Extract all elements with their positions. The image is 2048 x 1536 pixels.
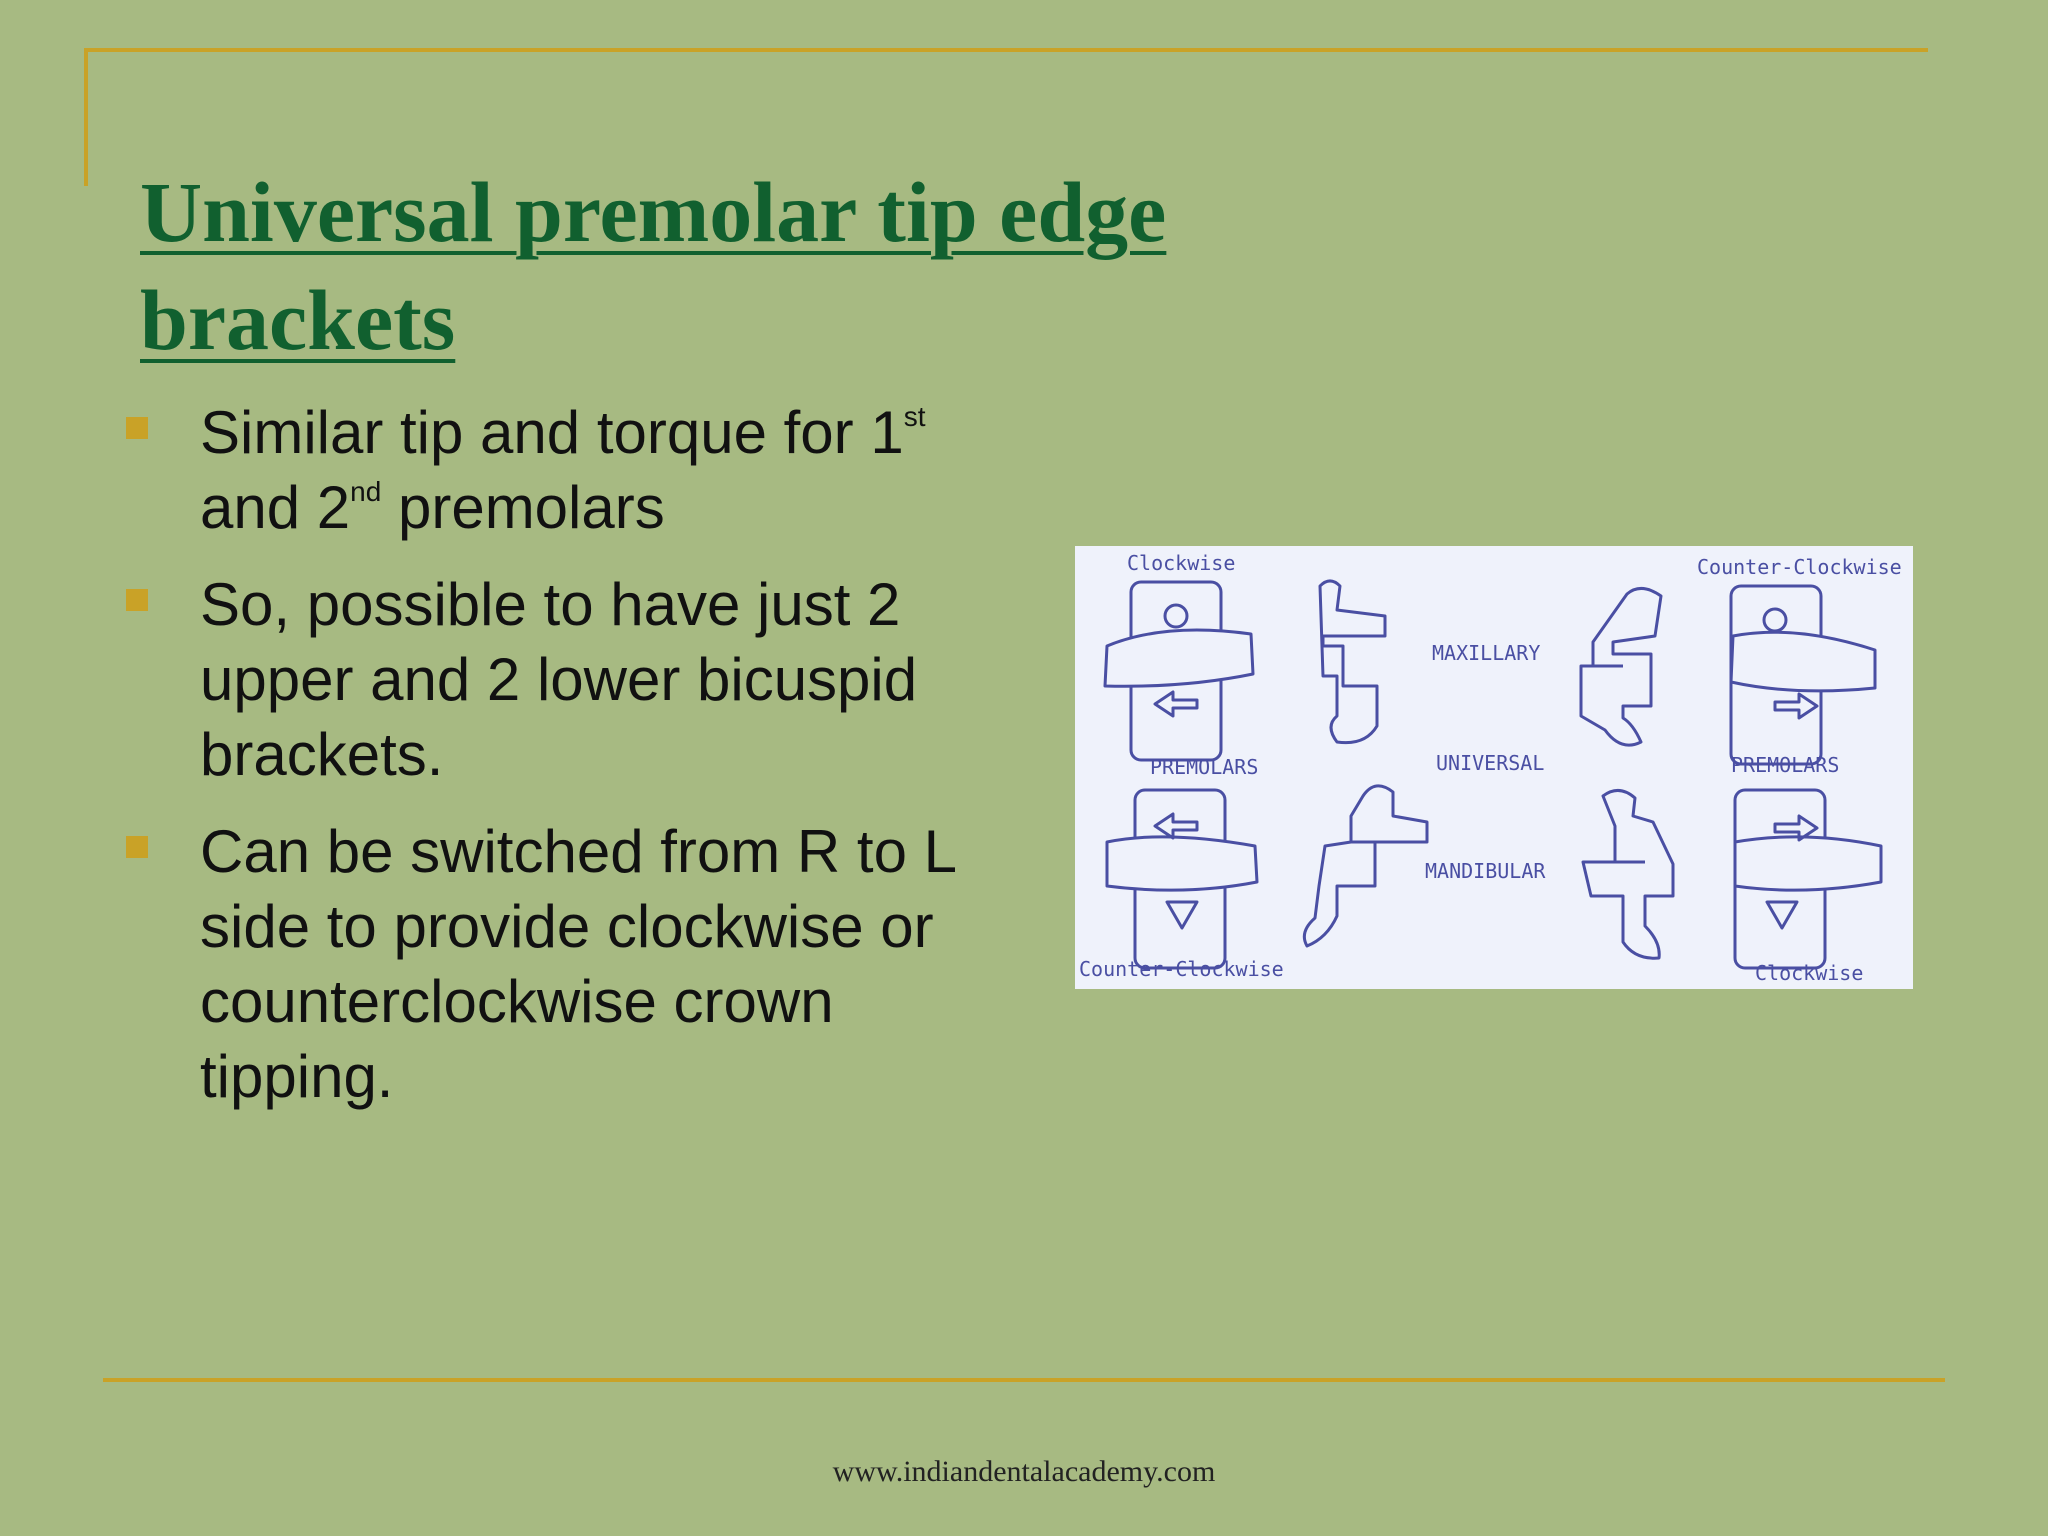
left-divider: [84, 48, 88, 186]
bracket-mandibular-left: [1107, 790, 1257, 968]
label-premolars-right: PREMOLARS: [1731, 753, 1840, 777]
bullet-text-part: premolars: [381, 474, 665, 541]
bottom-divider: [103, 1378, 1945, 1382]
label-premolars-left: PREMOLARS: [1150, 755, 1259, 779]
bullet-list: [120, 395, 980, 1136]
bracket-diagram: [1075, 546, 1913, 989]
bullet-text: So, possible to have just 2 upper and 2 lower bicuspid brackets.: [200, 571, 918, 788]
label-top-right: Counter-Clockwise: [1697, 555, 1902, 579]
label-universal: UNIVERSAL: [1436, 751, 1545, 775]
bullet-text: Can be switched from R to L side to provide clockwise or counterclockwise crown tipping.: [200, 818, 955, 1110]
bracket-profile-maxillary-left: [1320, 581, 1385, 743]
bracket-maxillary-right: [1731, 586, 1875, 764]
square-bullet-icon: [126, 836, 148, 858]
bracket-mandibular-right: [1735, 790, 1881, 968]
ordinal-suffix: st: [903, 401, 926, 432]
slide-title: Universal premolar tip edge brackets: [140, 164, 1167, 368]
top-divider: [84, 48, 1928, 52]
bullet-text-part: and 2: [200, 474, 351, 541]
bracket-profile-maxillary-right: [1581, 588, 1661, 745]
label-mandibular: MANDIBULAR: [1425, 859, 1546, 883]
bracket-maxillary-left: [1105, 582, 1253, 760]
ordinal-suffix: nd: [350, 476, 382, 507]
bullet-item-2: [120, 567, 980, 792]
label-bottom-left: Counter-Clockwise: [1079, 957, 1284, 981]
square-bullet-icon: [126, 417, 148, 439]
label-maxillary: MAXILLARY: [1432, 641, 1541, 665]
label-top-left: Clockwise: [1127, 551, 1236, 575]
bullet-item-3: [120, 814, 980, 1114]
bracket-profile-mandibular-right: [1583, 790, 1673, 958]
footer-url: www.indiandentalacademy.com: [832, 1455, 1216, 1488]
square-bullet-icon: [126, 589, 148, 611]
bullet-text-part: Similar tip and torque for 1: [200, 399, 904, 466]
label-bottom-right: Clockwise: [1755, 961, 1864, 985]
bracket-diagram-svg: [1075, 546, 1913, 989]
bullet-item-1: [120, 395, 980, 545]
bracket-profile-mandibular-left: [1304, 786, 1427, 946]
